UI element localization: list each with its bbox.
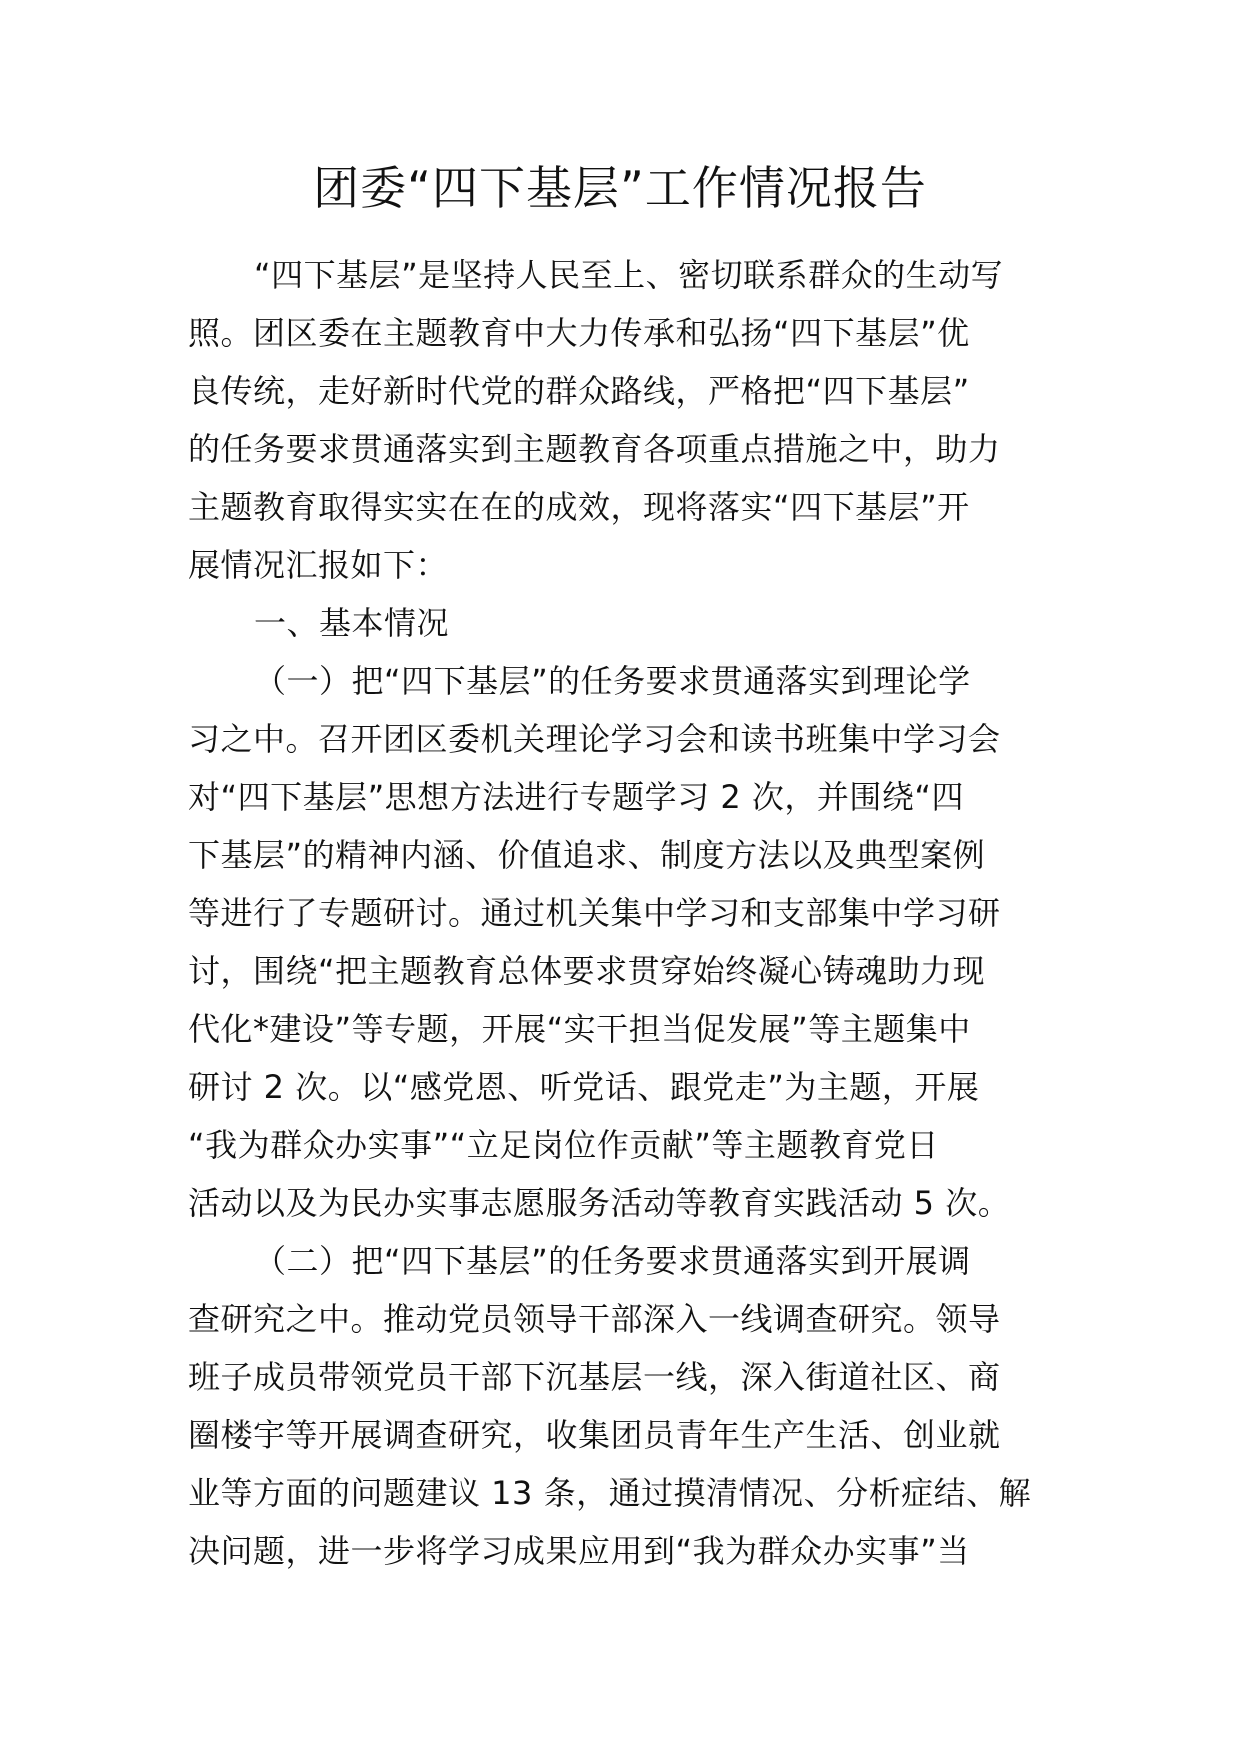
paragraph-line: 查研究之中。推动党员领导干部深入一线调查研究。领导 (188, 1300, 1001, 1338)
paragraph-line: 研讨 2 次。以“感党恩、听党话、跟党走”为主题，开展 (188, 1068, 980, 1106)
paragraph-line: 班子成员带领党员干部下沉基层一线，深入街道社区、商 (188, 1358, 1001, 1396)
paragraph-line: 讨，围绕“把主题教育总体要求贯穿始终凝心铸魂助力现 (188, 952, 986, 990)
document-body (188, 246, 1058, 1580)
paragraph-line: 业等方面的问题建议 13 条，通过摸清情况、分析症结、解 (188, 1474, 1032, 1512)
paragraph-line: 主题教育取得实实在在的成效，现将落实“四下基层”开 (188, 488, 970, 526)
paragraph-line: 照。团区委在主题教育中大力传承和弘扬“四下基层”优 (188, 314, 970, 352)
paragraph-line: 良传统，走好新时代党的群众路线，严格把“四下基层” (188, 372, 970, 410)
paragraph-line: 代化*建设”等专题，开展“实干担当促发展”等主题集中 (188, 1010, 971, 1048)
paragraph-line: 决问题，进一步将学习成果应用到“我为群众办实事”当 (188, 1532, 970, 1570)
paragraph-line: 的任务要求贯通落实到主题教育各项重点措施之中，助力 (188, 430, 1001, 468)
paragraph-line: 展情况汇报如下： (188, 546, 449, 584)
paragraph-line: （一）把“四下基层”的任务要求贯通落实到理论学 (254, 662, 971, 700)
section-heading: 一、基本情况 (254, 604, 450, 642)
paragraph-line: （二）把“四下基层”的任务要求贯通落实到开展调 (254, 1242, 971, 1280)
paragraph-line: 对“四下基层”思想方法进行专题学习 2 次，并围绕“四 (188, 778, 964, 816)
paragraph-line: 等进行了专题研讨。通过机关集中学习和支部集中学习研 (188, 894, 1001, 932)
paragraph-line: 活动以及为民办实事志愿服务活动等教育实践活动 5 次。 (188, 1184, 1011, 1222)
paragraph-line: 下基层”的精神内涵、价值追求、制度方法以及典型案例 (188, 836, 986, 874)
paragraph-line: “四下基层”是坚持人民至上、密切联系群众的生动写 (254, 256, 1004, 294)
paragraph-line: “我为群众办实事”“立足岗位作贡献”等主题教育党日 (188, 1126, 939, 1164)
document-title: 团委“四下基层”工作情况报告 (313, 161, 927, 215)
paragraph-line: 圈楼宇等开展调查研究，收集团员青年生产生活、创业就 (188, 1416, 1001, 1454)
paragraph-line: 习之中。召开团区委机关理论学习会和读书班集中学习会 (188, 720, 1001, 758)
